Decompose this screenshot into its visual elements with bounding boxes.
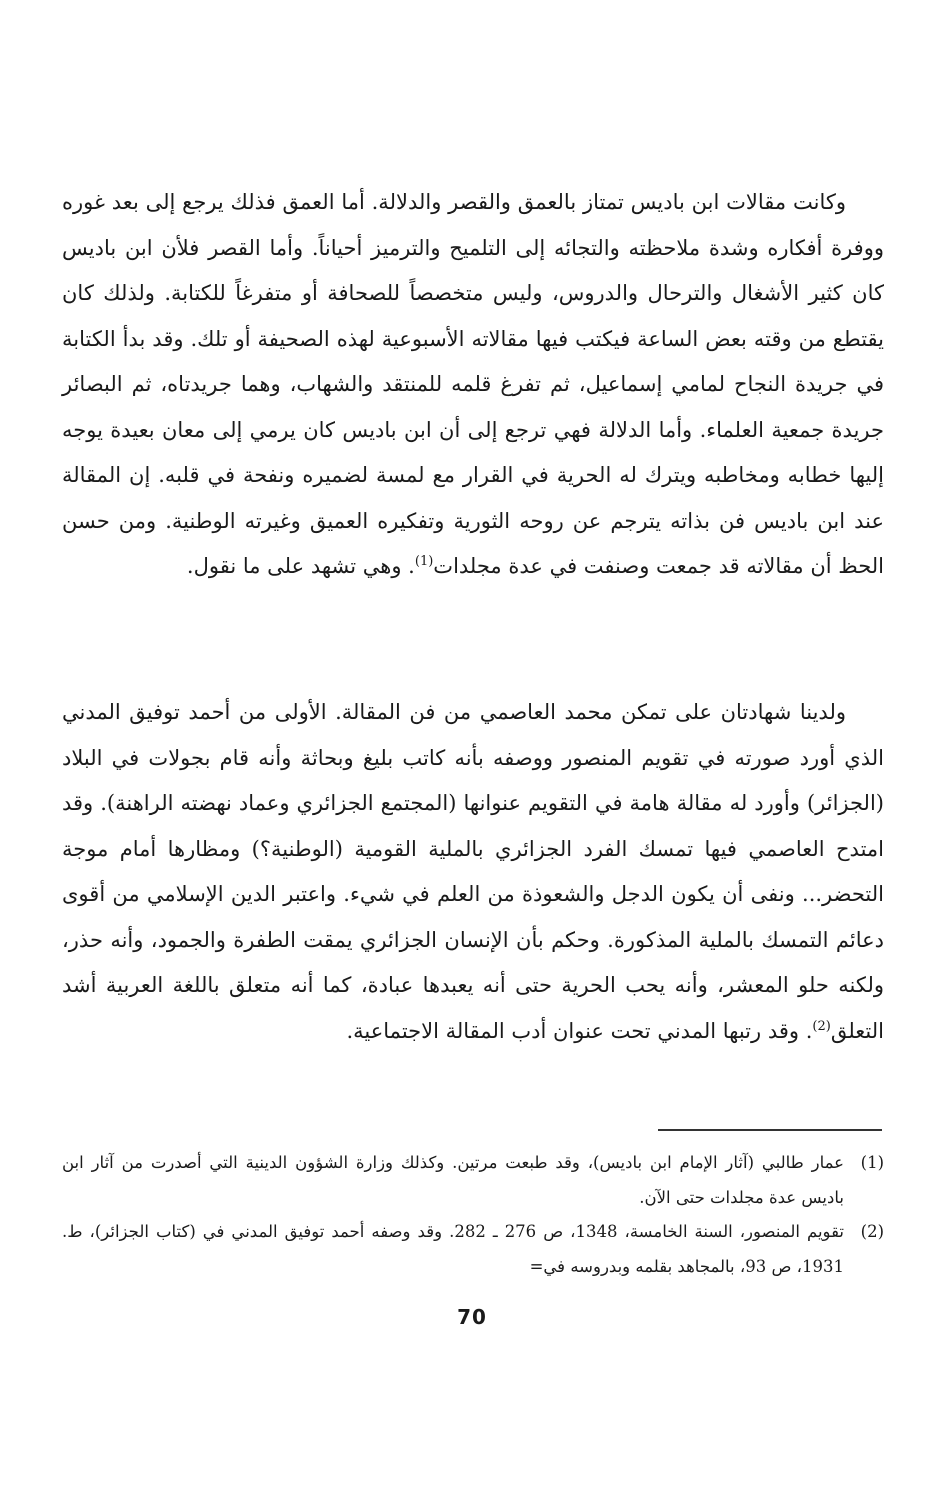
paragraph-2-part-1: ولدينا شهادتان على تمكن محمد العاصمي من فن المقالة. الأولى من أحمد توفيق المدني الذي أورد صورته في تقويم المنصور ووصفه بأنه كاتب بليغ وبحاثة وأنه قام بجولات في البلاد (الجزائر) وأورد له مقالة هامة في التقويم عنوانها (المجتمع الجزائري وعماد نهضته الراهنة). وقد امتدح العاصمي فيها تمسك الفرد الجزائري بالملية القومية (الوطنية؟) ومظارها أمام موجة التحضر... ونفى أن يكون الدجل والشعوذة من العلم في شيء. واعتبر الدين الإسلامي من أقوى دعائم التمسك بالملية المذكورة. وحكم بأن الإنسان الجزائري يمقت الطفرة والجمود، وأنه حذر، ولكنه حلو المعشر، وأنه يحب الحرية حتى أنه يعبدها عبادة، كما أنه متعلق باللغة العربية أشد التعلق bbox=[62, 700, 884, 1043]
paragraph-1 bbox=[62, 180, 884, 590]
paragraph-2-part-2: . وقد رتبها المدني تحت عنوان أدب المقالة الاجتماعية. bbox=[346, 1018, 813, 1043]
footnote-1 bbox=[62, 1146, 884, 1215]
paragraph-1-part-2: . وهي تشهد على ما نقول. bbox=[186, 554, 415, 578]
footnotes bbox=[62, 1146, 884, 1284]
footnote-2-number: (2) bbox=[860, 1222, 884, 1241]
footnote-divider bbox=[658, 1129, 882, 1131]
paragraph-2 bbox=[62, 690, 884, 1054]
footnote-ref-2: (2) bbox=[812, 1018, 831, 1034]
page-number: 70 bbox=[457, 1305, 487, 1329]
paragraph-2-text bbox=[62, 690, 884, 1054]
footnote-2-text: تقويم المنصور، السنة الخامسة، 1348، ص 276 ـ 282. وقد وصفه أحمد توفيق المدني في (كتاب الجزائر)، ط. 1931، ص 93، بالمجاهد بقلمه وبدروسه في= bbox=[62, 1222, 845, 1276]
paragraph-1-part-1: وكانت مقالات ابن باديس تمتاز بالعمق والقصر والدلالة. أما العمق فذلك يرجع إلى بعد غوره ووفرة أفكاره وشدة ملاحظته والتجائه إلى التلميح والترميز أحياناً. وأما القصر فلأن ابن باديس كان كثير الأشغال والترحال والدروس، وليس متخصصاً للصحافة أو متفرغاً للكتابة. ولذلك كان يقتطع من وقته بعض الساعة فيكتب فيها مقالاته الأسبوعية لهذه الصحيفة أو تلك. وقد بدأ الكتابة في جريدة النجاح لمامي إسماعيل، ثم تفرغ قلمه للمنتقد والشهاب، وهما جريدتاه، ثم البصائر جريدة جمعية العلماء. وأما الدلالة فهي ترجع إلى أن ابن باديس كان يرمي إلى معان بعيدة يوجه إليها خطابه ومخاطبه ويترك له الحرية في القرار مع لمسة لضميره ونفحة في قلبه. إن المقالة عند ابن باديس فن بذاته يترجم عن روحه الثورية وتفكيره العميق وغيرته الوطنية. ومن حسن الحظ أن مقالاته قد جمعت وصنفت في عدة مجلدات bbox=[62, 190, 884, 578]
footnote-1-number: (1) bbox=[860, 1153, 884, 1172]
footnote-ref-1: (1) bbox=[414, 554, 434, 569]
footnote-2 bbox=[62, 1215, 884, 1284]
footnote-1-text: عمار طالبي (آثار الإمام ابن باديس)، وقد طبعت مرتين. وكذلك وزارة الشؤون الدينية التي أصدرت من آثار ابن باديس عدة مجلدات حتى الآن. bbox=[62, 1153, 844, 1207]
paragraph-1-text bbox=[62, 180, 884, 590]
